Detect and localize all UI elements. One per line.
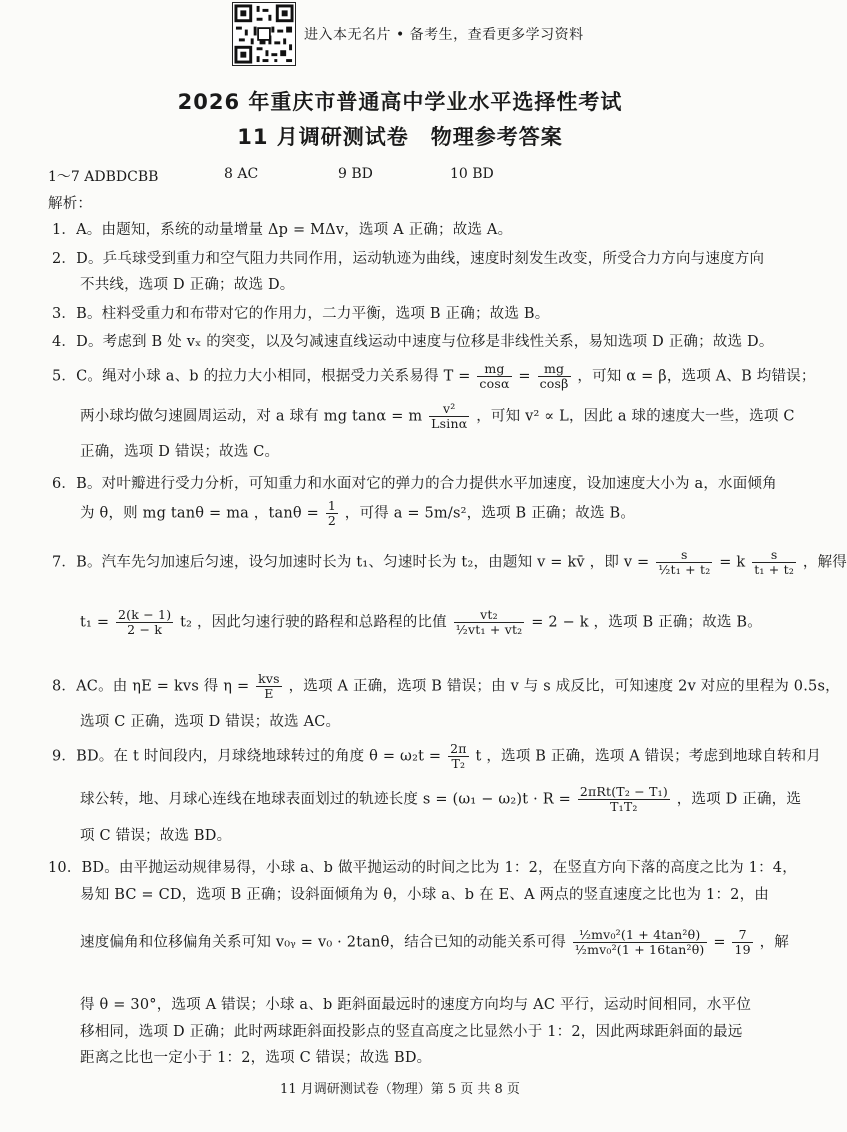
explanation-9b xyxy=(80,785,801,814)
denominator: T₂ xyxy=(451,755,466,771)
text-run: 8．AC。由 ηE = kvs 得 η = xyxy=(52,678,250,695)
answer-9: 9 BD xyxy=(338,166,373,182)
fraction xyxy=(256,672,282,701)
answer-10: 10 BD xyxy=(450,166,494,182)
text-run: 5．C。绳对小球 a、b 的拉力大小相同，根据受力关系易得 T = xyxy=(52,368,471,385)
explanation-2b: 不共线，选项 D 正确；故选 D。 xyxy=(80,277,295,293)
explanation-3: 3．B。柱料受重力和布带对它的作用力，二力平衡，选项 B 正确；故选 B。 xyxy=(52,306,550,322)
explanation-7a xyxy=(52,548,847,577)
section-label: 解析： xyxy=(48,196,93,212)
explanation-10d: 得 θ = 30°，选项 A 错误；小球 a、b 距斜面最远时的速度方向均与 AC 平行，运动时间相同，水平位 xyxy=(80,997,752,1013)
fraction xyxy=(578,785,670,814)
denominator: 2 xyxy=(327,512,336,528)
text-run: 7．B。汽车先匀加速后匀速，设匀加速时长为 t₁、匀速时长为 t₂，由题知 v = kv̄ ，即 v = xyxy=(52,554,650,571)
explanation-2a: 2．D。乒乓球受到重力和空气阻力共同作用，运动轨迹为曲线，速度时刻发生改变，所受合力方向与速度方向 xyxy=(52,251,765,267)
numerator: v² xyxy=(429,402,469,417)
numerator: s xyxy=(656,548,712,563)
denominator: cosα xyxy=(479,375,510,391)
numerator: 2πRt(T₂ − T₁) xyxy=(579,784,668,799)
denominator: E xyxy=(264,685,274,701)
fraction xyxy=(429,402,469,431)
text-run: 球公转，地、月球心连线在地球表面划过的轨迹长度 s = (ω₁ − ω₂)t · R = xyxy=(80,791,572,808)
fraction xyxy=(732,928,752,957)
explanation-1: 1．A。由题知，系统的动量增量 Δp = MΔv，选项 A 正确；故选 A。 xyxy=(52,222,513,238)
fraction xyxy=(477,362,511,391)
denominator: ½t₁ + t₂ xyxy=(658,561,711,577)
text-run: 9．BD。在 t 时间段内，月球绕地球转过的角度 θ = ω₂t = xyxy=(52,748,442,765)
explanation-10f: 距离之比也一定小于 1：2，选项 C 错误；故选 BD。 xyxy=(80,1050,432,1066)
explanation-8b: 选项 C 正确，选项 D 错误；故选 AC。 xyxy=(80,714,341,730)
qr-code[interactable] xyxy=(232,2,296,66)
text-run: ，可知 α = β，选项 A、B 均错误； xyxy=(577,368,816,385)
numerator: s xyxy=(752,548,796,563)
fraction xyxy=(656,548,712,577)
text-run: ，选项 D 正确，选 xyxy=(676,791,802,808)
denominator: t₁ + t₂ xyxy=(754,561,795,577)
text-run: t ，选项 B 正确，选项 A 错误；考虑到地球自转和月 xyxy=(475,748,822,765)
fraction xyxy=(448,742,469,771)
numerator: kvs xyxy=(258,671,280,686)
numerator: vt₂ xyxy=(454,608,525,623)
doc-title: 2026 年重庆市普通高中学业水平选择性考试 xyxy=(177,90,623,114)
text-run: = xyxy=(518,368,531,385)
text-run: ，解得 xyxy=(802,554,847,571)
explanation-9c: 项 C 错误；故选 BD。 xyxy=(80,828,232,844)
denominator: cosβ xyxy=(539,375,569,391)
text-run: ，选项 A 正确，选项 B 错误；由 v 与 s 成反比，可知速度 2v 对应的里程为 0.5s， xyxy=(288,678,840,695)
explanation-10b: 易知 BC = CD，选项 B 正确；设斜面倾角为 θ，小球 a、b 在 E、A 两点的竖直速度之比也为 1：2，由 xyxy=(80,887,770,903)
explanation-9a xyxy=(52,742,821,771)
numerator: mg xyxy=(538,362,571,377)
numerator: 1 xyxy=(327,498,336,513)
denominator: ½mv₀²(1 + 16tan²θ) xyxy=(574,941,705,957)
denominator: T₁T₂ xyxy=(610,798,638,814)
numerator: 2π xyxy=(450,741,467,756)
fraction xyxy=(326,499,338,528)
doc-subtitle: 11 月调研测试卷 物理参考答案 xyxy=(237,125,563,149)
fraction xyxy=(573,928,707,957)
explanation-5b xyxy=(80,402,795,431)
explanation-6b xyxy=(80,499,635,528)
explanation-10e: 移相同，选项 D 正确；此时两球距斜面投影点的竖直高度之比显然小于 1：2，因此两球距斜面的最远 xyxy=(80,1024,743,1040)
fraction xyxy=(454,608,525,637)
text-run: t₂ ，因此匀速行驶的路程和总路程的比值 xyxy=(180,614,447,631)
qr-code-graphic xyxy=(233,3,295,65)
text-run: t₁ = xyxy=(80,614,110,631)
fraction xyxy=(538,362,571,391)
text-run: ，解 xyxy=(759,934,790,951)
denominator: Lsinα xyxy=(431,415,468,431)
text-run: 两小球均做匀速圆周运动，对 a 球有 mg tanα = m xyxy=(80,408,423,425)
explanation-10c xyxy=(80,928,789,957)
numerator: 7 xyxy=(732,928,752,943)
explanation-5a xyxy=(52,362,816,391)
numerator: 2(k − 1) xyxy=(118,607,172,622)
numerator: mg xyxy=(477,362,511,377)
answer-1-7: 1～7 ADBDCBB xyxy=(48,169,159,185)
text-run: 速度偏角和位移偏角关系可知 v₀ᵧ = v₀ · 2tanθ，结合已知的动能关系可得 xyxy=(80,934,566,951)
fraction xyxy=(752,548,796,577)
promo-text[interactable]: 进入本无名片 • 备考生，查看更多学习资料 xyxy=(304,27,584,43)
explanation-8a xyxy=(52,672,840,701)
text-run: = xyxy=(713,934,726,951)
text-run: = k xyxy=(719,554,746,571)
text-run: ，可知 v² ∝ L，因此 a 球的速度大一些，选项 C xyxy=(476,408,795,425)
explanation-4: 4．D。考虑到 B 处 vₓ 的突变，以及匀减速直线运动中速度与位移是非线性关系，易知选项 D 正确；故选 D。 xyxy=(52,334,774,350)
answer-8: 8 AC xyxy=(224,166,259,182)
explanation-10a: 10．BD。由平抛运动规律易得，小球 a、b 做平抛运动的时间之比为 1：2，在竖直方向下落的高度之比为 1：4， xyxy=(48,860,797,876)
text-run: = 2 − k ，选项 B 正确；故选 B。 xyxy=(531,614,762,631)
fraction xyxy=(116,608,173,637)
page-footer: 11 月调研测试卷（物理）第 5 页 共 8 页 xyxy=(280,1082,520,1097)
explanation-5c: 正确，选项 D 错误；故选 C。 xyxy=(80,444,280,460)
explanation-7b xyxy=(80,608,762,637)
numerator: ½mv₀²(1 + 4tan²θ) xyxy=(573,928,707,943)
explanation-6a: 6．B。对叶瓣进行受力分析，可知重力和水面对它的弹力的合力提供水平加速度，设加速度大小为 a，水面倾角 xyxy=(52,476,777,492)
text-run: ，可得 a = 5m/s²，选项 B 正确；故选 B。 xyxy=(344,505,636,522)
denominator: 19 xyxy=(734,941,751,957)
denominator: ½vt₁ + vt₂ xyxy=(455,621,523,637)
denominator: 2 − k xyxy=(127,621,163,637)
text-run: 为 θ，则 mg tanθ = ma ，tanθ = xyxy=(80,505,319,522)
